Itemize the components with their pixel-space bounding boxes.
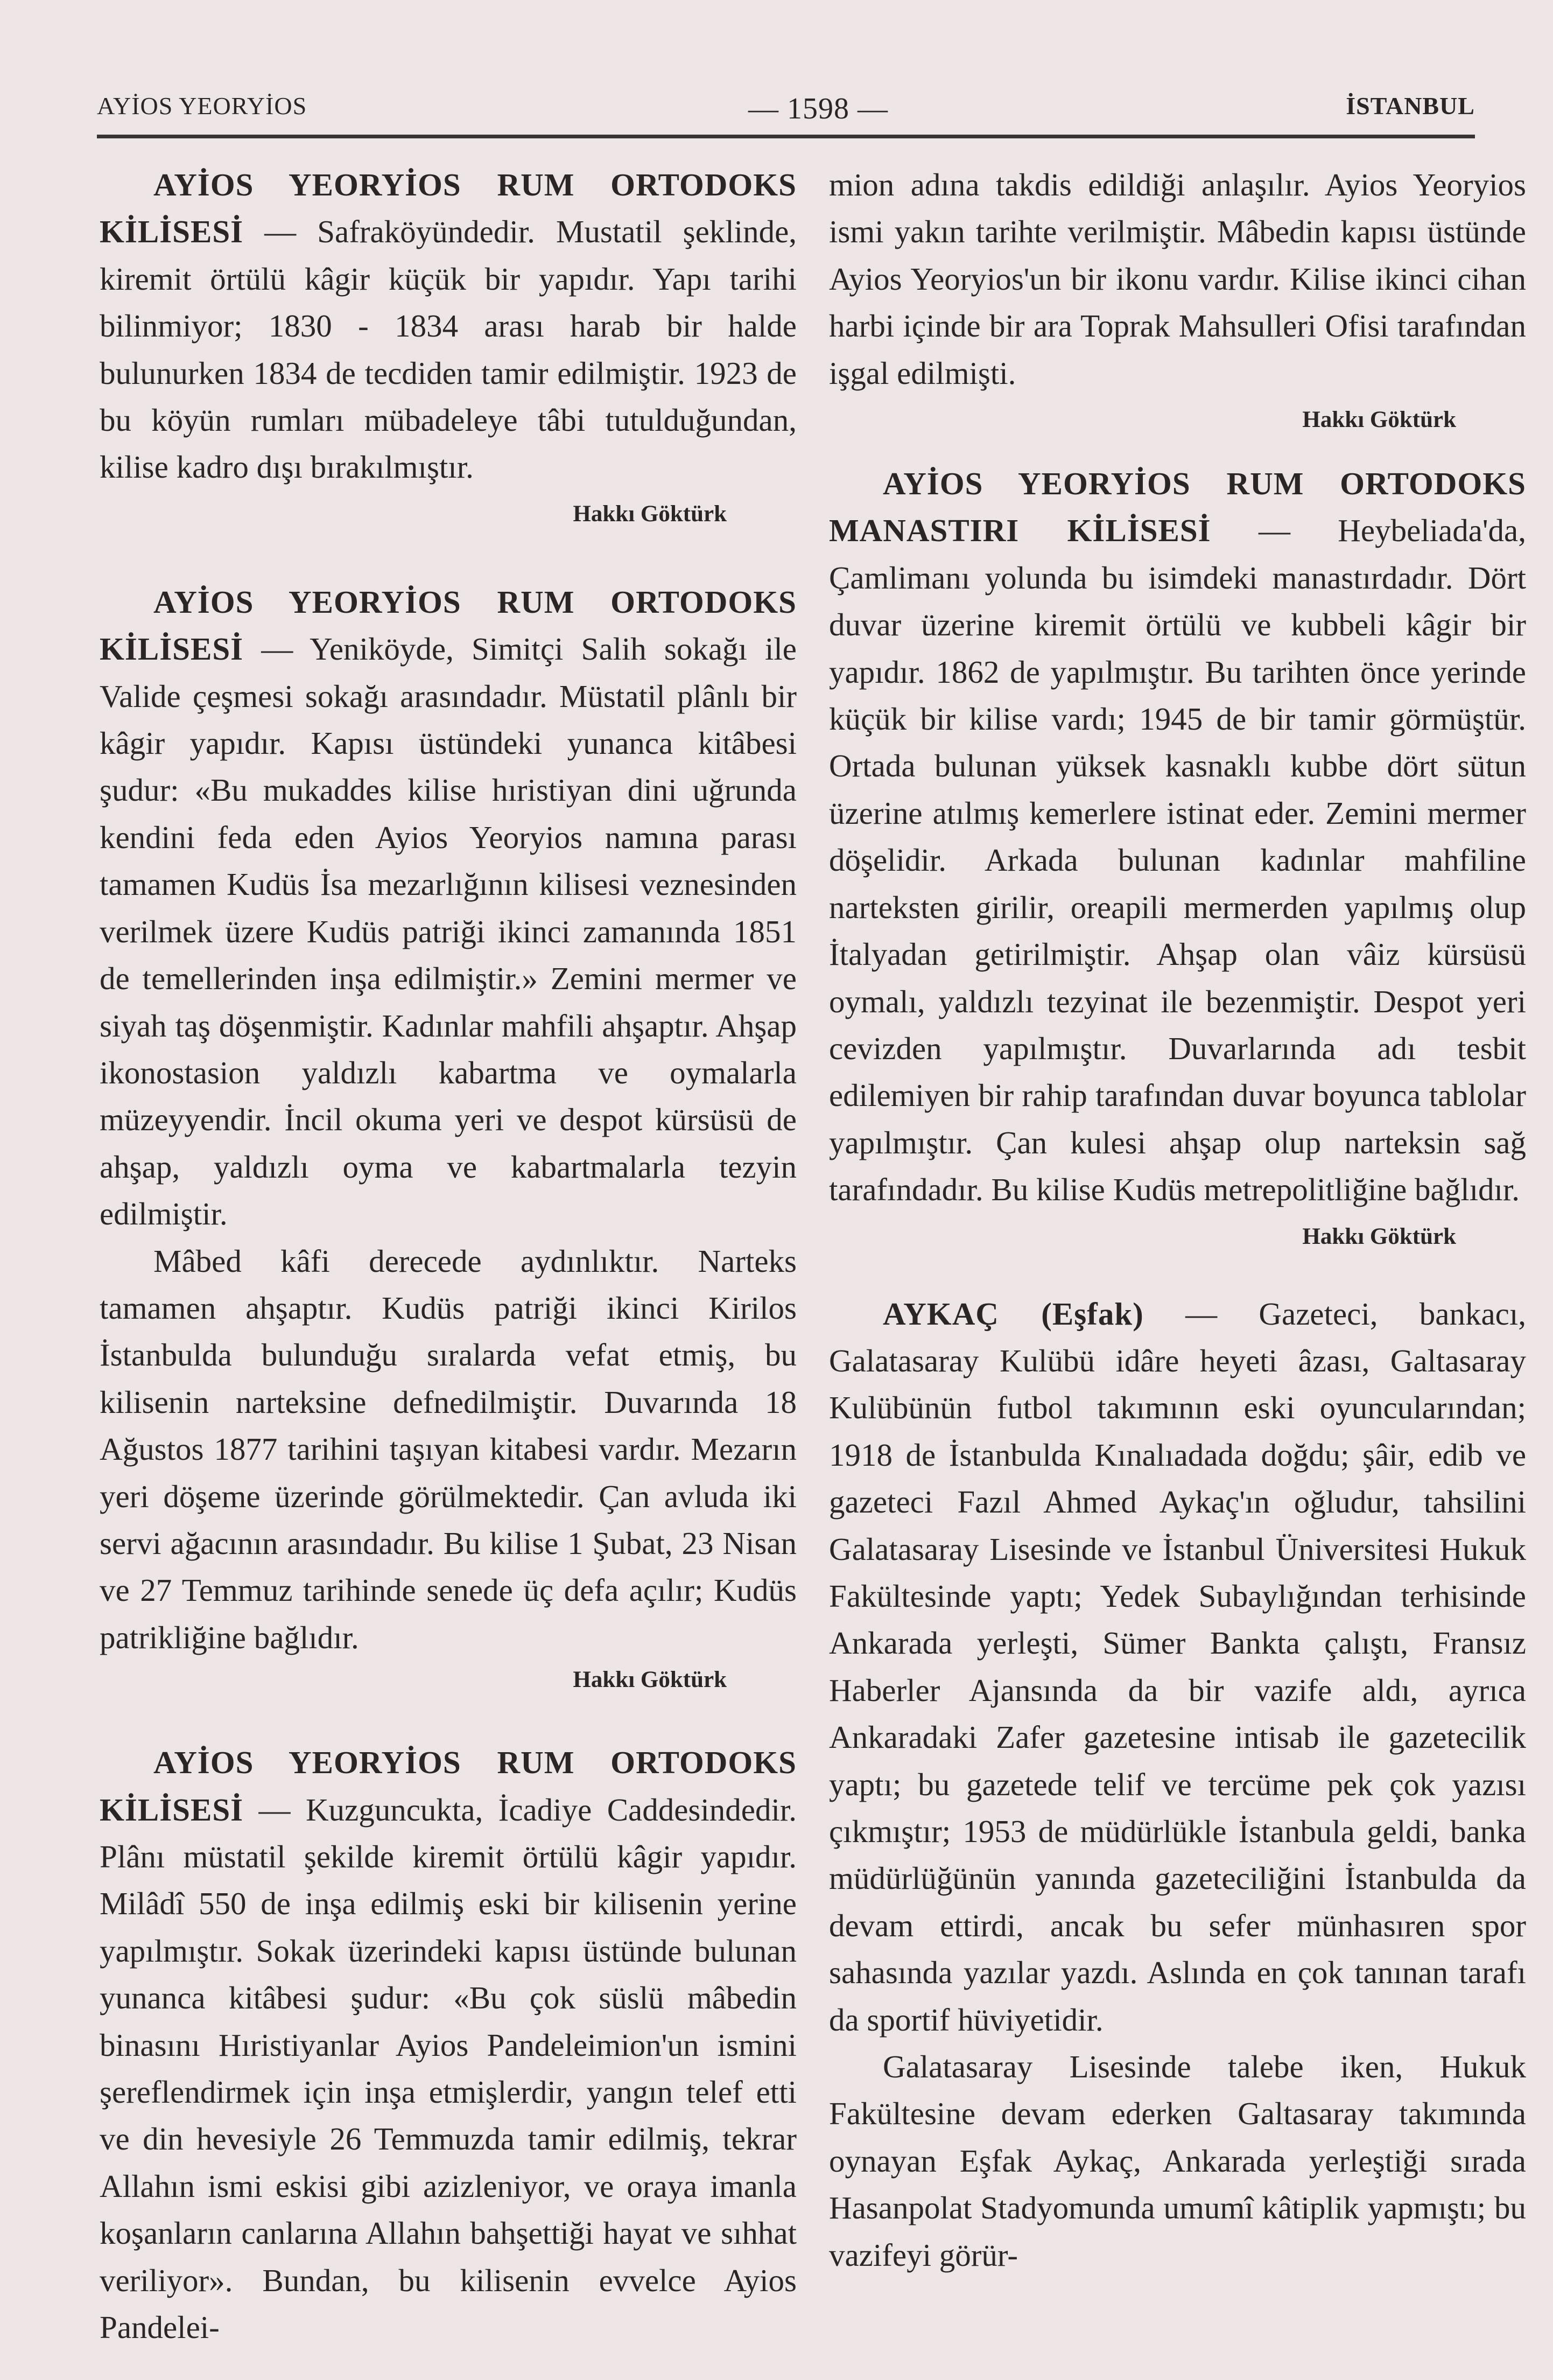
entry-paragraph: Mâbed kâfi derecede aydınlıktır. Narteks tamamen ahşaptır. Kudüs patriği ikinci Kirilos İstanbulda bulunduğu sıralarda vefat etmiş, bu kilisenin narteksine defnedilmiştir. Duvarında 18 Ağustos 1877 tarihini taşıyan kitabesi vardır. Mezarın yeri döşeme üzerinde görülmektedir. Çan avluda iki servi ağacının arasındadır. Bu kilise 1 Şubat, 23 Nisan ve 27 Temmuz tarihinde senede üç defa açılır; Kudüs patrikliğine bağlıdır.	[100, 1243, 797, 1655]
entry-gap	[100, 1699, 797, 1739]
entry-body: — Safraköyündedir. Mustatil şeklinde, kiremit örtülü kâgir küçük bir yapıdır. Yapı tarihi bilinmiyor; 1830 - 1834 arası harab bir halde bulunurken 1834 de tecdiden tamir edilmiştir. 1923 de bu köyün rumları mübadeleye tâbi tutulduğundan, kilise kadro dışı bırakılmıştır.	[100, 214, 797, 485]
entry-body: — Yeniköyde, Simitçi Salih sokağı ile Valide çeşmesi sokağı arasındadır. Müstatil plânlı bir kâgir yapıdır. Kapısı üstündeki yunanca kitâbesi şudur: «Bu mukaddes kilise hıristiyan dini uğrunda kendini feda eden Ayios Yeoryios namına parası tamamen Kudüs İsa mezarlığının kilisesi veznesinden verilmek üzere Kudüs patriği ikinci zamanında 1851 de temellerinden inşa edilmiştir.» Zemini mermer ve siyah taş döşenmiştir. Kadınlar mahfili ahşaptır. Ahşap ikonostasion yaldızlı kabartma ve oymalarla müzeyyendir. İncil okuma yeri ve despot kürsüsü de ahşap, yaldızlı oyma ve kabartmalarla tezyin edilmiştir.	[100, 631, 797, 1232]
left-column	[100, 162, 797, 2351]
entry-paragraph: Galatasaray Lisesinde talebe iken, Hukuk Fakültesine devam ederken Galtasaray takımında oynayan Eşfak Aykaç, Ankarada yerleştiği sırada Hasanpolat Stadyomunda umumî kâtiplik yapmıştı; bu vazifeyi görür-	[829, 2049, 1526, 2273]
entry-paragraph	[100, 162, 797, 491]
author-signature: Hakkı Göktürk	[1302, 407, 1456, 433]
entry-paragraph	[829, 460, 1526, 1214]
entry-title: AYİOS YEORYİOS RUM ORTODOKS KİLİSESİ	[100, 1745, 797, 1828]
entry-paragraph	[100, 579, 797, 1238]
author-signature: Hakkı Göktürk	[573, 1667, 727, 1693]
page-number: — 1598 —	[748, 92, 888, 125]
entry-title: AYİOS YEORYİOS RUM ORTODOKS KİLİSESİ	[100, 584, 797, 667]
author-signature: Hakkı Göktürk	[1302, 1223, 1456, 1249]
entry-gap	[829, 444, 1526, 460]
entry-title: AYKAÇ (Eşfak)	[883, 1296, 1144, 1332]
entry-paragraph	[100, 1739, 797, 2351]
entry-title: AYİOS YEORYİOS RUM ORTODOKS MANASTIRI KİLİSESİ	[829, 466, 1526, 549]
entry-paragraph	[829, 1291, 1526, 2044]
entry-title: AYİOS YEORYİOS RUM ORTODOKS KİLİSESİ	[100, 167, 797, 250]
header-right-title: İSTANBUL	[1346, 92, 1475, 120]
running-header	[97, 92, 1475, 135]
entry-paragraph: mion adına takdis edildiği anlaşılır. Ayios Yeoryios ismi yakın tarihte verilmiştir. Mâbedin kapısı üstünde Ayios Yeoryios'un bir ikonu vardır. Kilise ikinci cihan harbi içinde bir ara Toprak Mahsulleri Ofisi tarafından işgal edilmişti.	[829, 167, 1526, 391]
entry-gap	[829, 1261, 1526, 1291]
author-signature: Hakkı Göktürk	[573, 501, 727, 527]
header-rule	[97, 135, 1475, 138]
entry-body: — Gazeteci, bankacı, Galatasaray Kulübü idâre heyeti âzası, Galtasaray Kulübünün futbol takımının eski oyuncularından; 1918 de İstanbulda Kınalıadada doğdu; şâir, edib ve gazeteci Fazıl Ahmed Aykaç'ın oğludur, tahsilini Galatasaray Lisesinde ve İstanbul Üniversitesi Hukuk Fakültesinde yaptı; Yedek Subaylığından terhisinde Ankarada yerleşti, Sümer Bankta çalıştı, Fransız Haberler Ajansında da bir vazife aldı, ayrıca Ankaradaki Zafer gazetesine intisab ile gazetecilik yaptı; bu gazetede telif ve tercüme pek çok yazısı çıkmıştır; 1953 de müdürlükle İstanbula geldi, banka müdürlüğünün yanında gazeteciliğini İstanbulda da devam ettirdi, ancak bu sefer münhasıren spor sahasında yazılar yazdı. Aslında en çok tanınan tarafı da sportif hüviyetidir.	[829, 1296, 1527, 2038]
entry-body: — Kuzguncukta, İcadiye Caddesindedir. Plânı müstatil şekilde kiremit örtülü kâgir yapıdır. Milâdî 550 de inşa edilmiş eski bir kilisenin yerine yapılmıştır. Sokak üzerindeki kapısı üstünde bulunan yunanca kitâbesi şudur: «Bu çok süslü mâbedin binasını Hıristiyanlar Ayios Pandeleimion'un ismini şereflendirmek için inşa etmişlerdir, yangın telef etti ve din hevesiyle 26 Temmuzda tamir edilmiş, tekrar Allahın ismi eskisi gibi azizleniyor, ve oraya imanla koşanların canlarına Allahın bahşettiği hayat ve sıhhat veriliyor». Bundan, bu kilisenin evvelce Ayios Pandelei-	[100, 1791, 797, 2346]
header-left-title: AYİOS YEORYİOS	[97, 92, 307, 120]
entry-gap	[100, 538, 797, 579]
entry-body: — Heybeliada'da, Çamlimanı yolunda bu isimdeki manastırdadır. Dört duvar üzerine kiremit örtülü ve kubbeli kâgir bir yapıdır. 1862 de yapılmıştır. Bu tarihten önce yerinde küçük bir kilise vardı; 1945 de bir tamir görmüştür. Ortada bulunan yüksek kasnaklı kubbe dört sütun üzerine atılmış kemerlere istinat eder. Zemini mermer döşelidir. Arkada bulunan kadınlar mahfiline narteksten girilir, oreapili mermerden yapılmış olup İtalyadan getirilmiştir. Ahşap olan vâiz kürsüsü oymalı, yaldızlı tezyinat ile bezenmiştir. Despot yeri cevizden yapılmıştır. Duvarlarında adı tesbit edilemiyen bir rahip tarafından duvar boyunca tablolar yapılmıştır. Çan kulesi ahşap olup narteksin sağ tarafındadır. Bu kilise Kudüs metrepolitliğine bağlıdır.	[829, 513, 1526, 1208]
right-column	[829, 162, 1526, 2279]
